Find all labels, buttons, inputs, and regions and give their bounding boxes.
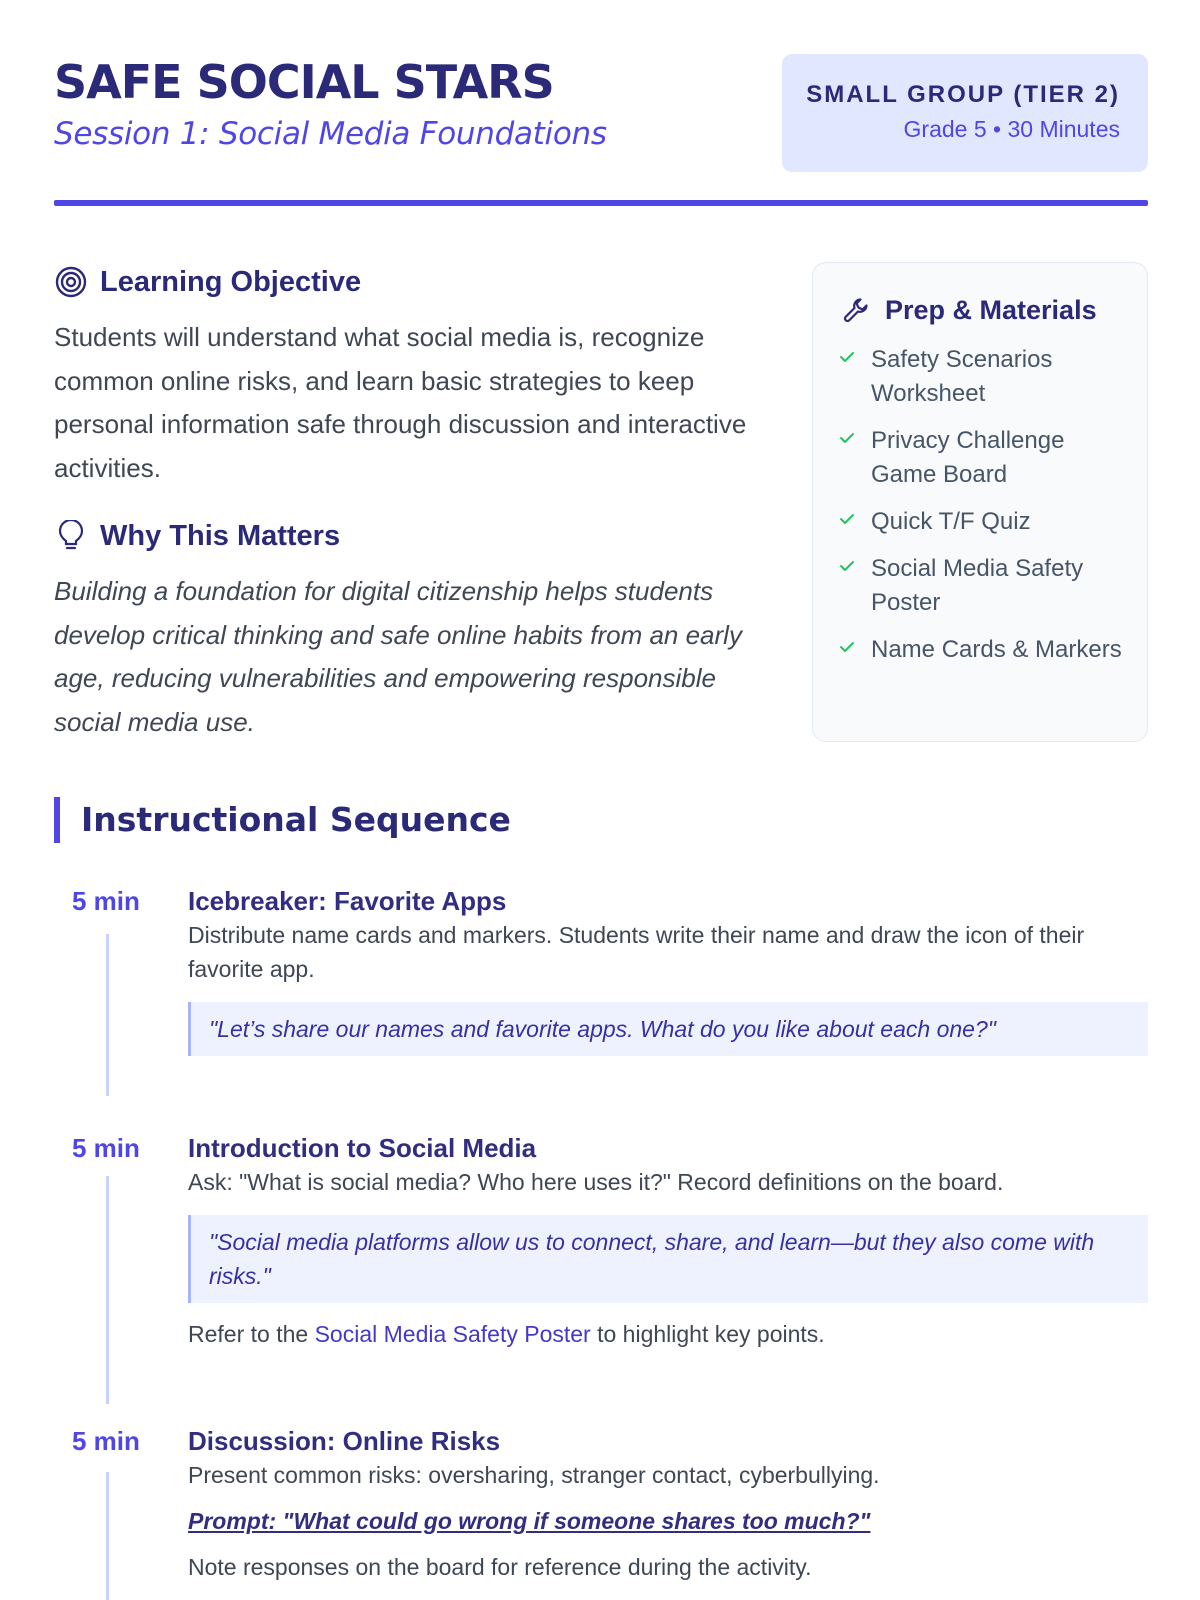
material-label: Quick T/F Quiz bbox=[871, 508, 1031, 535]
step-description: Present common risks: oversharing, stranger contact, cyberbullying. bbox=[188, 1462, 880, 1488]
material-item bbox=[839, 552, 1129, 620]
prep-heading-row bbox=[839, 293, 1097, 327]
check-icon bbox=[839, 633, 863, 659]
prep-heading: Prep & Materials bbox=[885, 295, 1097, 325]
header-divider bbox=[54, 200, 1148, 206]
step-body bbox=[188, 884, 1148, 1056]
material-item bbox=[839, 633, 1129, 667]
step-title: Introduction to Social Media bbox=[188, 1133, 537, 1163]
objective-heading: Learning Objective bbox=[100, 266, 362, 298]
step-duration: 5 min bbox=[72, 1131, 172, 1165]
step-description: Distribute name cards and markers. Students write their name and draw the icon of their favorite app. bbox=[188, 922, 1085, 982]
target-icon bbox=[54, 265, 88, 299]
badge-subtitle: Grade 5 • 30 Minutes bbox=[903, 116, 1120, 142]
material-label: Safety Scenarios Worksheet bbox=[871, 346, 1053, 407]
session-subtitle: Session 1: Social Media Foundations bbox=[54, 116, 607, 152]
objective-text: Students will understand what social media is, recognize common online risks, and learn basic strategies to keep personal information safe through discussion and interactive activities. bbox=[54, 322, 747, 483]
followup-suffix: to highlight key points. bbox=[590, 1321, 825, 1347]
sequence-heading: Instructional Sequence bbox=[81, 800, 511, 839]
check-icon bbox=[839, 552, 863, 578]
step-body bbox=[188, 1424, 1148, 1584]
why-heading-row bbox=[54, 518, 340, 554]
timeline-line bbox=[106, 1176, 109, 1404]
check-icon bbox=[839, 424, 863, 450]
page-title: SAFE SOCIAL STARS bbox=[54, 55, 554, 109]
step-note: Note responses on the board for reference during the activity. bbox=[188, 1554, 812, 1580]
material-label: Social Media Safety Poster bbox=[871, 555, 1084, 616]
material-item bbox=[839, 343, 1129, 411]
why-heading: Why This Matters bbox=[100, 520, 341, 552]
step-duration: 5 min bbox=[72, 884, 172, 918]
step-duration: 5 min bbox=[72, 1424, 172, 1458]
check-icon bbox=[839, 343, 863, 369]
teacher-script-quote: "Let’s share our names and favorite apps. What do you like about each one?" bbox=[188, 1002, 1148, 1056]
check-icon bbox=[839, 505, 863, 531]
teacher-script-quote: "Social media platforms allow us to connect, share, and learn—but they also come with risks." bbox=[188, 1215, 1148, 1303]
lightbulb-icon bbox=[54, 519, 88, 553]
material-item bbox=[839, 424, 1129, 492]
material-item bbox=[839, 505, 1129, 539]
timeline-line bbox=[106, 1472, 109, 1600]
objective-heading-row bbox=[54, 264, 361, 300]
group-badge bbox=[782, 54, 1148, 172]
material-label: Name Cards & Markers bbox=[871, 636, 1122, 663]
header bbox=[54, 52, 1148, 202]
step-description: Ask: "What is social media? Who here uses it?" Record definitions on the board. bbox=[188, 1169, 1004, 1195]
followup-prefix: Refer to the bbox=[188, 1321, 315, 1347]
section-accent-bar bbox=[54, 797, 60, 843]
why-text: Building a foundation for digital citizenship helps students develop critical thinking and safe online habits from an early age, reducing vulnerabilities and empowering responsible social media use. bbox=[54, 576, 742, 737]
timeline-line bbox=[106, 934, 109, 1096]
materials-list bbox=[839, 343, 1129, 680]
step-title: Icebreaker: Favorite Apps bbox=[188, 886, 507, 916]
prep-materials-card bbox=[812, 262, 1148, 742]
wrench-icon bbox=[839, 293, 873, 327]
poster-reference-link[interactable]: Social Media Safety Poster bbox=[314, 1321, 591, 1347]
step-followup bbox=[188, 1317, 1148, 1351]
material-label: Privacy Challenge Game Board bbox=[871, 427, 1065, 488]
badge-title: SMALL GROUP (TIER 2) bbox=[806, 81, 1120, 108]
step-title: Discussion: Online Risks bbox=[188, 1426, 501, 1456]
step-body bbox=[188, 1131, 1148, 1351]
discussion-prompt: Prompt: "What could go wrong if someone shares too much?" bbox=[188, 1508, 871, 1534]
